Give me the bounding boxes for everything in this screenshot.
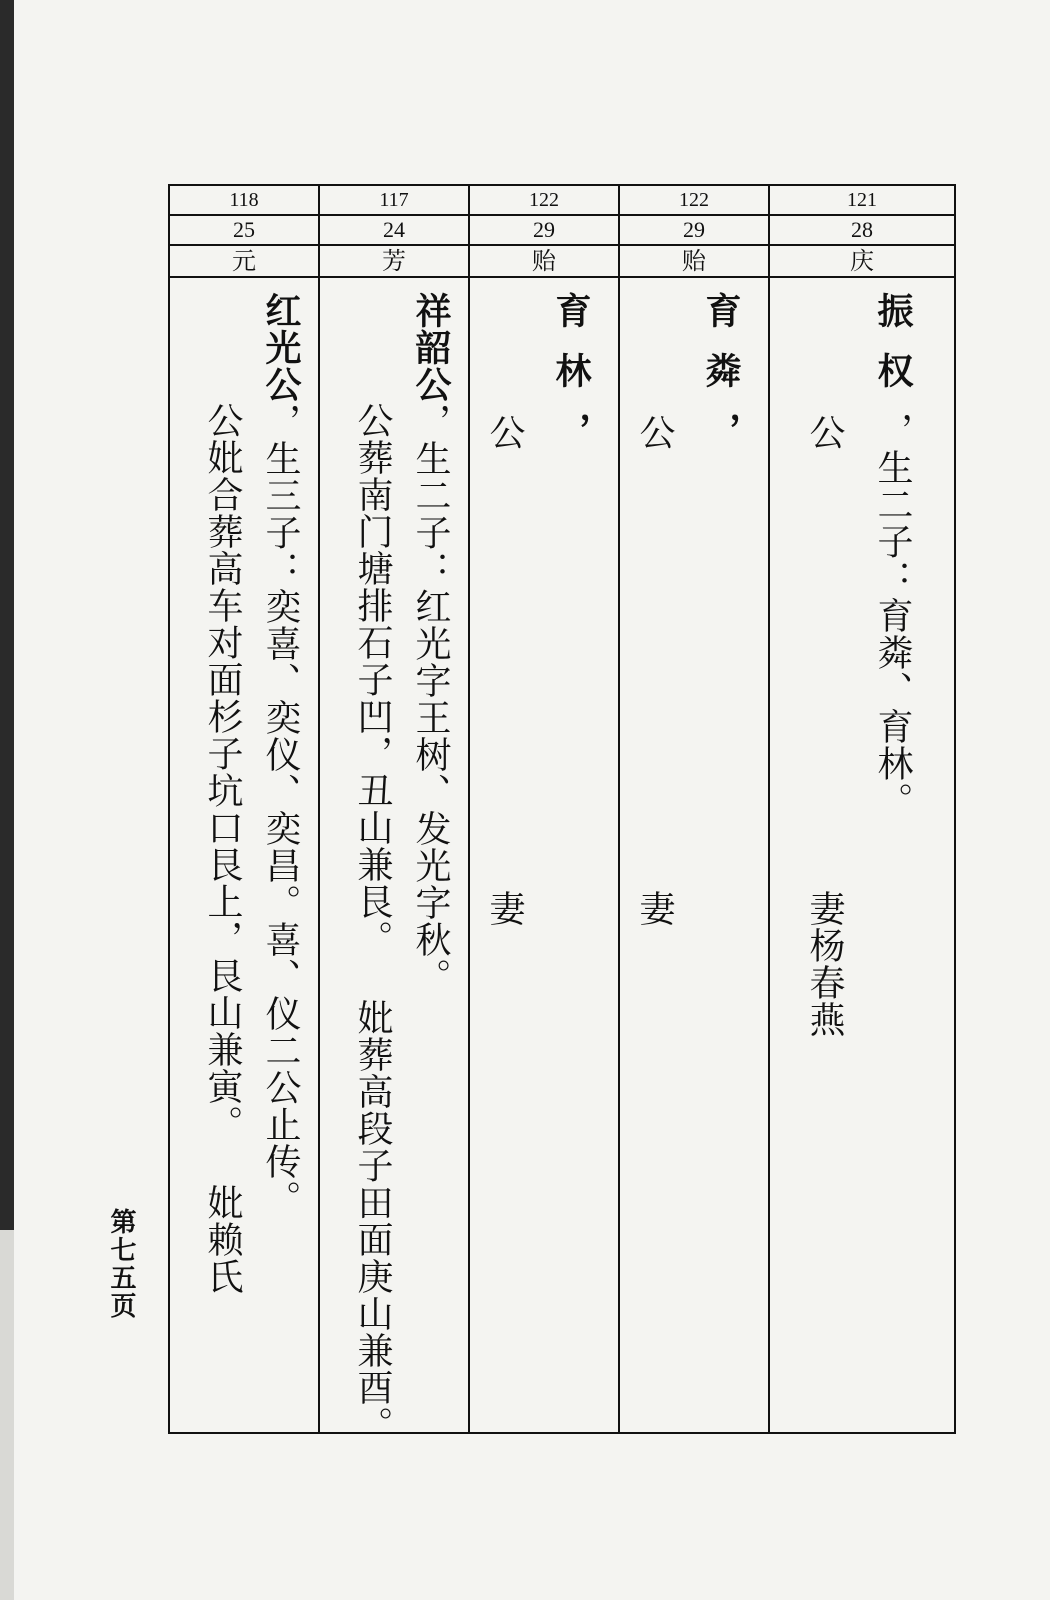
- generation-character-row: [169, 245, 955, 277]
- col-fang-main: ，生二子：红光字王树、发光字秋。: [410, 403, 451, 995]
- col-fang-num2: 24: [319, 215, 469, 245]
- col-yi1-name: 育林，: [550, 292, 591, 472]
- col-yuan-name: 红光公: [260, 292, 301, 403]
- col-yuan-body: [169, 277, 319, 1433]
- generation-index-row: [169, 215, 955, 245]
- col-yi1-gong: 公: [484, 414, 525, 451]
- col-fang-main-text: [410, 292, 451, 995]
- col-fang-body: [319, 277, 469, 1443]
- generation-number-row: [169, 185, 955, 215]
- col-yi1-body: [469, 277, 619, 1433]
- col-qing-body: [769, 277, 955, 1433]
- col-yuan-num2: 25: [169, 215, 319, 245]
- col-qing-name: 振权: [872, 292, 913, 412]
- col-qing-gong: 公: [804, 414, 845, 451]
- col-qing-num1: 121: [769, 185, 955, 215]
- col-yi2-name: 育粦，: [700, 292, 741, 472]
- col-yi1-num2: 29: [469, 215, 619, 245]
- col-yi2-char: 贻: [619, 245, 769, 277]
- scan-edge-shadow-lower: [0, 1230, 14, 1600]
- genealogy-table: [168, 184, 956, 1443]
- col-qing-spouse: 妻杨春燕: [804, 890, 845, 1038]
- col-qing-main-text: [872, 292, 913, 819]
- col-qing-main: ，生二子：育粦、育林。: [872, 412, 913, 819]
- col-yi1-spouse: 妻: [484, 890, 525, 927]
- page-number: 第七五页: [106, 1208, 136, 1320]
- col-yi2-num1: 122: [619, 185, 769, 215]
- col-yi2-gong: 公: [634, 414, 675, 451]
- col-yuan-burial-text: 公妣合葬高车对面杉子坑口艮上，艮山兼寅。 妣赖氏: [202, 402, 243, 1295]
- col-yuan-main-text: [260, 292, 301, 1217]
- scan-edge-shadow: [0, 0, 14, 1230]
- col-fang-name: 祥韶公: [410, 292, 451, 403]
- col-fang-char: 芳: [319, 245, 469, 277]
- col-qing-char: 庆: [769, 245, 955, 277]
- col-yi1-char: 贻: [469, 245, 619, 277]
- col-yi2-spouse: 妻: [634, 890, 675, 927]
- biography-row: [169, 277, 955, 1433]
- col-yuan-char: 元: [169, 245, 319, 277]
- col-yi1-num1: 122: [469, 185, 619, 215]
- col-yuan-num1: 118: [169, 185, 319, 215]
- col-yi2-body: [619, 277, 769, 1433]
- col-fang-burial-text: 公葬南门塘排石子凹，丑山兼艮。 妣葬高段子田面庚山兼酉。: [352, 402, 393, 1443]
- col-yuan-main: ，生三子：奕喜、奕仪、奕昌。喜、仪二公止传。: [260, 403, 301, 1217]
- col-fang-num1: 117: [319, 185, 469, 215]
- col-qing-num2: 28: [769, 215, 955, 245]
- col-yi2-num2: 29: [619, 215, 769, 245]
